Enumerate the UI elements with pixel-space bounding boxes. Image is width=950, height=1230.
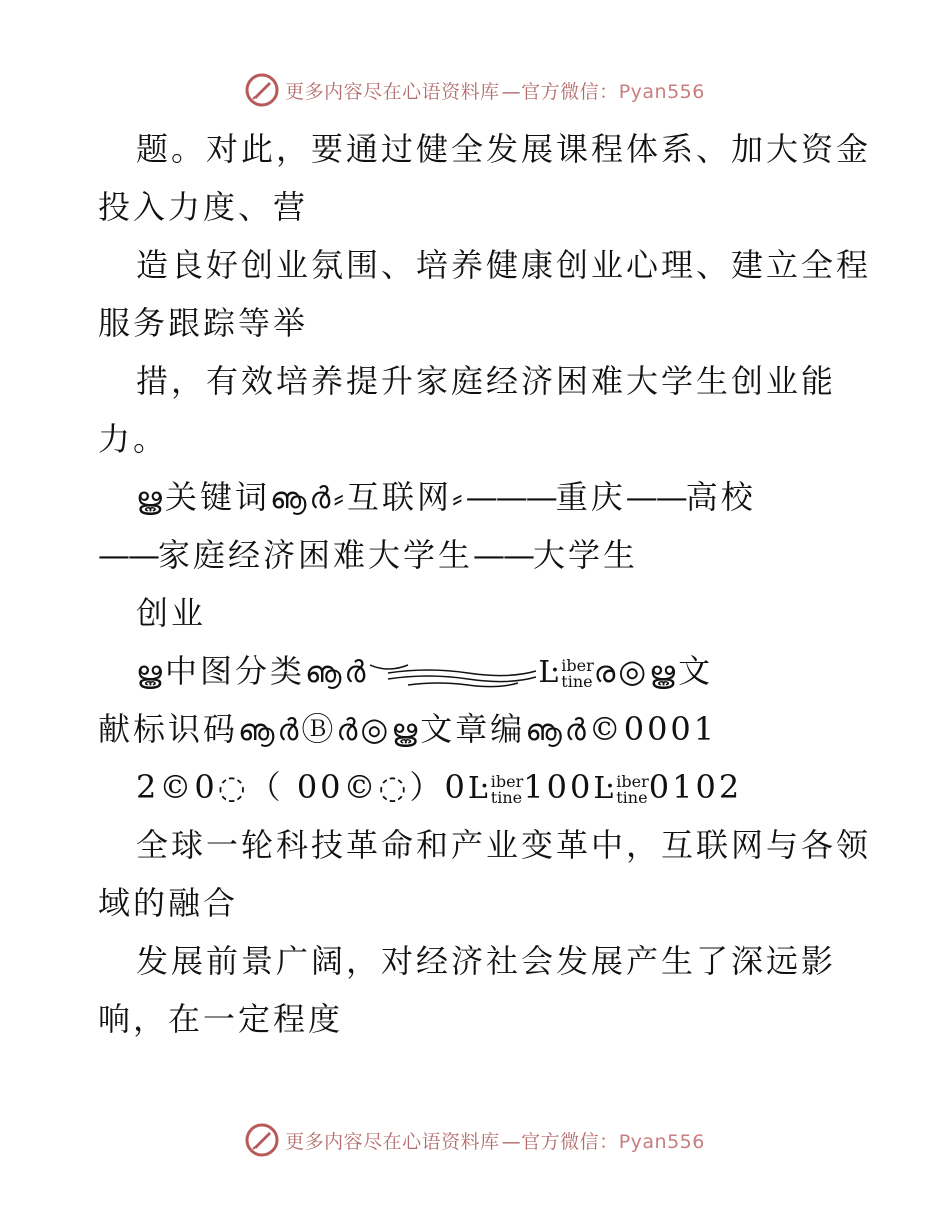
- paragraph-line: 域的融合: [98, 884, 239, 922]
- article-number-part: 0102: [648, 768, 743, 806]
- quill-logo-icon: [245, 1123, 279, 1157]
- circled-c-icon: ©: [159, 768, 195, 806]
- header-banner: [0, 70, 950, 110]
- ornament-left-icon: ൠ: [649, 655, 679, 690]
- circled-c-icon: ©: [343, 768, 379, 806]
- banner-separator: —: [501, 80, 522, 103]
- lib-top-text: iber: [561, 655, 594, 675]
- equals-icon: ⸗: [452, 478, 466, 516]
- banner-wechat-id: Pyan556: [618, 1130, 705, 1153]
- lib-superscript: [616, 771, 649, 807]
- ornament-left-icon: ൠ: [136, 655, 165, 690]
- ornament-icon: ർ: [336, 713, 361, 748]
- paragraph-line: 发展前景广阔，对经济社会发展产生了深远影: [136, 942, 837, 980]
- paragraph-line: 服务跟踪等举: [98, 304, 309, 342]
- dotted-circle-icon: ◌: [378, 768, 410, 806]
- lib-bottom-text: tine: [561, 671, 593, 691]
- ornament-icon: ർ: [277, 713, 302, 748]
- banner-text: [285, 1127, 705, 1154]
- ornament-icon: ര: [593, 655, 619, 690]
- article-number-part: 2: [136, 768, 160, 806]
- ornament-left-icon: ൠ: [136, 481, 165, 516]
- paragraph-line: 全球一轮科技革命和产业变革中，互联网与各领: [136, 826, 872, 864]
- paragraph-line: 措，有效培养提升家庭经济困难大学生创业能: [136, 362, 837, 400]
- banner-wechat-id: Pyan556: [618, 80, 705, 103]
- dotted-circle-icon: ◌: [217, 768, 249, 806]
- classification-line: [98, 642, 858, 700]
- keywords-label: 关键词: [164, 478, 270, 516]
- ornament-left-icon: ൠ: [391, 713, 421, 748]
- paragraph-line: 投入力度、营: [98, 188, 309, 226]
- doc-code-label: 文: [678, 652, 714, 690]
- article-number-part: 0001: [623, 710, 718, 748]
- lib-bottom-text: tine: [490, 787, 523, 807]
- article-number-label: 文章编: [420, 710, 526, 748]
- keyword-3: 高校: [685, 478, 756, 516]
- dash-separator: ———: [465, 478, 556, 516]
- lib-glyph: Ŀ: [467, 771, 491, 806]
- ornament-icon: ർ: [344, 655, 369, 690]
- lib-superscript: [490, 771, 524, 807]
- lib-top-text: iber: [490, 771, 524, 791]
- paragraph-line: 力。: [98, 420, 169, 458]
- lib-glyph: Ŀ: [593, 771, 617, 806]
- footer-banner: [0, 1120, 950, 1160]
- article-number-part: ）: [409, 768, 445, 806]
- dash-separator: ——: [625, 478, 686, 516]
- ornament-right-icon: ൡ: [304, 655, 345, 690]
- banner-wechat-label: 官方微信：: [521, 1130, 619, 1153]
- lib-superscript: [561, 655, 594, 691]
- keyword-4: 家庭经济困难大学生: [158, 536, 474, 574]
- article-number-part: 0: [444, 768, 468, 806]
- banner-separator: —: [501, 1130, 522, 1153]
- equals-icon: ⸗: [333, 478, 348, 516]
- document-body: [98, 120, 872, 1048]
- article-number-part: 0: [194, 768, 218, 806]
- ornament-right-icon: ൡ: [269, 481, 310, 516]
- keyword-2: 重庆: [555, 478, 626, 516]
- ornament-icon: ർ: [564, 713, 589, 748]
- dash-separator: ——: [98, 536, 158, 574]
- dash-separator: ——: [473, 536, 534, 574]
- quill-logo-icon: [245, 73, 279, 107]
- circle-icon: ◎: [360, 710, 392, 748]
- banner-title: 更多内容尽在心语资料库: [285, 1130, 500, 1153]
- lib-glyph: Ŀ: [538, 655, 562, 690]
- paragraph-line: 题。对此，要通过健全发展课程体系、加大资金: [136, 130, 872, 168]
- banner-title: 更多内容尽在心语资料库: [285, 80, 500, 103]
- classification-line: [98, 758, 858, 816]
- banner-wechat-label: 官方微信：: [521, 80, 619, 103]
- article-number-part: （ 00: [248, 768, 344, 806]
- keywords-line: 创业: [136, 594, 207, 632]
- ornament-icon: ർ: [309, 481, 334, 516]
- article-number-part: 100: [523, 768, 594, 806]
- classification-label: 中图分类: [164, 652, 305, 690]
- keywords-line: [98, 468, 858, 526]
- doc-code-label-cont: 献标识码: [98, 710, 239, 748]
- banner-text: [285, 77, 705, 104]
- keywords-line: [98, 526, 858, 584]
- wavy-lines-icon: [368, 659, 538, 689]
- ornament-right-icon: ൡ: [525, 713, 565, 748]
- paragraph-line: 造良好创业氛围、培养健康创业心理、建立全程: [136, 246, 872, 284]
- paragraph-line: 响，在一定程度: [98, 1000, 344, 1038]
- keyword-1: 互联网: [347, 478, 453, 516]
- keyword-5: 大学生: [533, 536, 639, 574]
- circled-b-icon: Ⓑ: [301, 710, 337, 748]
- circled-c-icon: ©: [588, 710, 624, 748]
- lib-bottom-text: tine: [616, 787, 648, 807]
- ornament-right-icon: ൡ: [238, 713, 278, 748]
- classification-line: [98, 700, 858, 758]
- circle-icon: ◎: [618, 652, 650, 690]
- lib-top-text: iber: [616, 771, 649, 791]
